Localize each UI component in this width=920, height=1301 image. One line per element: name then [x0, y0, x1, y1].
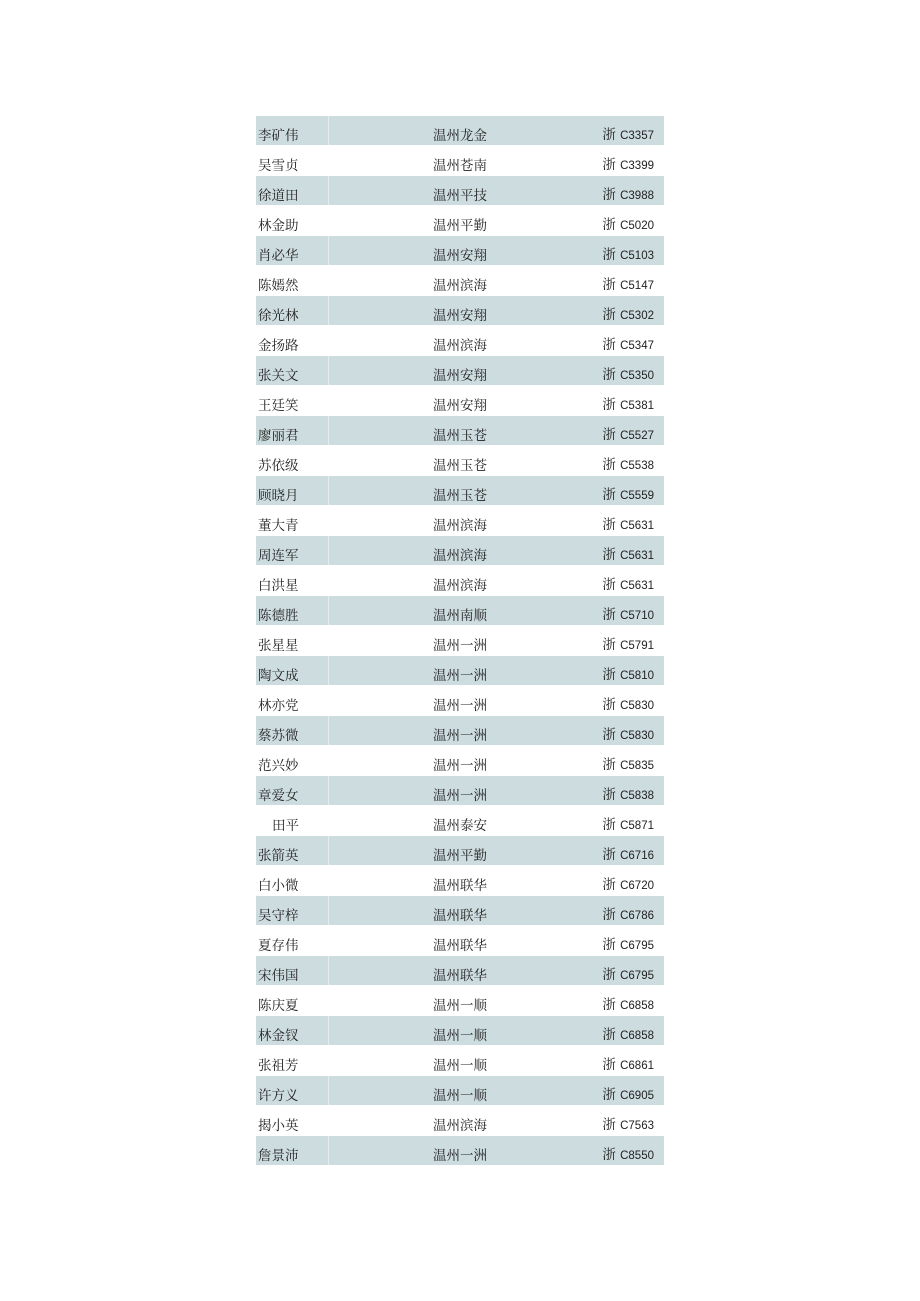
plate-number-cell	[602, 1057, 654, 1074]
plate-prefix: 浙	[602, 547, 616, 563]
company-city-cell: 温州玉苍	[433, 428, 487, 444]
plate-number: C5527	[620, 430, 654, 442]
plate-number-cell	[602, 217, 654, 234]
company-city-cell: 温州一洲	[433, 638, 487, 654]
table-row	[256, 626, 664, 656]
plate-number: C5020	[620, 220, 654, 232]
plate-number-cell	[602, 997, 654, 1014]
driver-name-cell: 吴守梓	[258, 908, 299, 924]
driver-name-cell: 许方义	[258, 1088, 299, 1104]
driver-name-cell: 张关文	[258, 368, 299, 384]
table-row	[256, 986, 664, 1016]
driver-name-cell: 林金助	[258, 218, 299, 234]
company-city-cell: 温州一洲	[433, 668, 487, 684]
company-city-cell: 温州安翔	[433, 308, 487, 324]
company-city-cell: 温州泰安	[433, 818, 487, 834]
company-city-cell: 温州一洲	[433, 1148, 487, 1164]
plate-number: C3357	[620, 130, 654, 142]
table-row	[256, 386, 664, 416]
plate-number-cell	[602, 307, 654, 324]
driver-name-cell: 周连军	[258, 548, 299, 564]
plate-prefix: 浙	[602, 787, 616, 803]
driver-name-cell: 白小微	[258, 878, 299, 894]
driver-name-cell: 章爱女	[258, 788, 299, 804]
plate-prefix: 浙	[602, 307, 616, 323]
driver-name-cell: 顾晓月	[258, 488, 299, 504]
driver-name-cell: 田平	[272, 818, 299, 834]
plate-number-cell	[602, 187, 654, 204]
driver-name-cell: 张星星	[258, 638, 299, 654]
plate-number: C6795	[620, 970, 654, 982]
plate-number: C5871	[620, 820, 654, 832]
plate-number-cell	[602, 397, 654, 414]
company-city-cell: 温州平勤	[433, 218, 487, 234]
plate-prefix: 浙	[602, 667, 616, 683]
company-city-cell: 温州平技	[433, 188, 487, 204]
driver-name-cell: 揭小英	[258, 1118, 299, 1134]
plate-prefix: 浙	[602, 247, 616, 263]
driver-name-cell: 林金钗	[258, 1028, 299, 1044]
plate-number: C5147	[620, 280, 654, 292]
company-city-cell: 温州平勤	[433, 848, 487, 864]
plate-prefix: 浙	[602, 637, 616, 653]
plate-prefix: 浙	[602, 697, 616, 713]
plate-prefix: 浙	[602, 607, 616, 623]
plate-prefix: 浙	[602, 487, 616, 503]
plate-number: C7563	[620, 1120, 654, 1132]
company-city-cell: 温州一顺	[433, 1028, 487, 1044]
plate-number: C3988	[620, 190, 654, 202]
plate-number-cell	[602, 787, 654, 804]
plate-prefix: 浙	[602, 1057, 616, 1073]
driver-name-cell: 吴雪贞	[258, 158, 299, 174]
company-city-cell: 温州一洲	[433, 728, 487, 744]
plate-prefix: 浙	[602, 157, 616, 173]
company-city-cell: 温州滨海	[433, 338, 487, 354]
plate-number-cell	[602, 1087, 654, 1104]
company-city-cell: 温州联华	[433, 938, 487, 954]
plate-number: C6795	[620, 940, 654, 952]
table-row	[256, 1106, 664, 1136]
table-row	[256, 416, 664, 446]
company-city-cell: 温州安翔	[433, 248, 487, 264]
plate-prefix: 浙	[602, 187, 616, 203]
plate-number: C5631	[620, 520, 654, 532]
company-city-cell: 温州安翔	[433, 398, 487, 414]
company-city-cell: 温州滨海	[433, 518, 487, 534]
company-city-cell: 温州安翔	[433, 368, 487, 384]
plate-number: C5830	[620, 700, 654, 712]
plate-number-cell	[602, 457, 654, 474]
table-row	[256, 266, 664, 296]
driver-name-cell: 张箭英	[258, 848, 299, 864]
plate-number: C5350	[620, 370, 654, 382]
table-row	[256, 356, 664, 386]
plate-number-cell	[602, 727, 654, 744]
plate-number: C5830	[620, 730, 654, 742]
plate-number: C5710	[620, 610, 654, 622]
table-row	[256, 566, 664, 596]
plate-number-cell	[602, 157, 654, 174]
plate-number: C3399	[620, 160, 654, 172]
plate-prefix: 浙	[602, 1147, 616, 1163]
driver-name-cell: 詹景沛	[258, 1148, 299, 1164]
table-row	[256, 206, 664, 236]
plate-number: C5631	[620, 580, 654, 592]
driver-name-cell: 陈庆夏	[258, 998, 299, 1014]
company-city-cell: 温州苍南	[433, 158, 487, 174]
plate-prefix: 浙	[602, 397, 616, 413]
table-row	[256, 926, 664, 956]
company-city-cell: 温州一洲	[433, 758, 487, 774]
plate-prefix: 浙	[602, 877, 616, 893]
plate-number: C6858	[620, 1030, 654, 1042]
plate-prefix: 浙	[602, 1027, 616, 1043]
plate-number-cell	[602, 757, 654, 774]
plate-number: C8550	[620, 1150, 654, 1162]
plate-number: C5347	[620, 340, 654, 352]
plate-number-cell	[602, 1027, 654, 1044]
company-city-cell: 温州滨海	[433, 548, 487, 564]
plate-prefix: 浙	[602, 967, 616, 983]
plate-number-cell	[602, 1117, 654, 1134]
plate-number: C6905	[620, 1090, 654, 1102]
driver-name-cell: 宋伟国	[258, 968, 299, 984]
table-row	[256, 1076, 664, 1106]
company-city-cell: 温州南顺	[433, 608, 487, 624]
plate-number-cell	[602, 517, 654, 534]
plate-prefix: 浙	[602, 217, 616, 233]
company-city-cell: 温州一顺	[433, 998, 487, 1014]
plate-number-cell	[602, 427, 654, 444]
driver-name-cell: 陈嫣然	[258, 278, 299, 294]
table-row	[256, 686, 664, 716]
table-row	[256, 896, 664, 926]
plate-prefix: 浙	[602, 727, 616, 743]
plate-number-cell	[602, 817, 654, 834]
plate-number: C5791	[620, 640, 654, 652]
driver-name-cell: 徐道田	[258, 188, 299, 204]
table-row	[256, 716, 664, 746]
plate-number-cell	[602, 877, 654, 894]
plate-number: C6720	[620, 880, 654, 892]
plate-prefix: 浙	[602, 277, 616, 293]
plate-prefix: 浙	[602, 847, 616, 863]
table-row	[256, 326, 664, 356]
driver-name-cell: 肖必华	[258, 248, 299, 264]
plate-number: C5838	[620, 790, 654, 802]
driver-name-cell: 王廷笑	[258, 398, 299, 414]
driver-name-cell: 陶文成	[258, 668, 299, 684]
table-row	[256, 446, 664, 476]
company-city-cell: 温州龙金	[433, 128, 487, 144]
company-city-cell: 温州滨海	[433, 278, 487, 294]
table-row	[256, 476, 664, 506]
driver-name-cell: 张祖芳	[258, 1058, 299, 1074]
plate-number-cell	[602, 637, 654, 654]
plate-number-cell	[602, 247, 654, 264]
company-city-cell: 温州玉苍	[433, 458, 487, 474]
company-city-cell: 温州一顺	[433, 1058, 487, 1074]
driver-name-cell: 李矿伟	[258, 128, 299, 144]
plate-prefix: 浙	[602, 937, 616, 953]
plate-number-cell	[602, 337, 654, 354]
driver-name-cell: 董大青	[258, 518, 299, 534]
plate-number-cell	[602, 1147, 654, 1164]
plate-prefix: 浙	[602, 1117, 616, 1133]
table-row	[256, 506, 664, 536]
driver-name-cell: 范兴妙	[258, 758, 299, 774]
plate-number-cell	[602, 487, 654, 504]
table-row	[256, 1136, 664, 1166]
company-city-cell: 温州滨海	[433, 1118, 487, 1134]
plate-number: C5559	[620, 490, 654, 502]
company-city-cell: 温州联华	[433, 968, 487, 984]
plate-prefix: 浙	[602, 517, 616, 533]
plate-number-cell	[602, 577, 654, 594]
company-city-cell: 温州一顺	[433, 1088, 487, 1104]
table-row	[256, 116, 664, 146]
plate-prefix: 浙	[602, 127, 616, 143]
plate-number-cell	[602, 277, 654, 294]
table-row	[256, 176, 664, 206]
table-row	[256, 1016, 664, 1046]
registry-table	[256, 116, 664, 1166]
plate-number-cell	[602, 907, 654, 924]
plate-prefix: 浙	[602, 817, 616, 833]
plate-prefix: 浙	[602, 1087, 616, 1103]
driver-name-cell: 林亦党	[258, 698, 299, 714]
driver-name-cell: 金扬路	[258, 338, 299, 354]
plate-number-cell	[602, 547, 654, 564]
company-city-cell: 温州联华	[433, 908, 487, 924]
plate-number: C6786	[620, 910, 654, 922]
table-row	[256, 656, 664, 686]
plate-number: C5381	[620, 400, 654, 412]
driver-name-cell: 蔡苏微	[258, 728, 299, 744]
table-row	[256, 146, 664, 176]
plate-prefix: 浙	[602, 757, 616, 773]
table-row	[256, 746, 664, 776]
plate-prefix: 浙	[602, 457, 616, 473]
plate-number: C5835	[620, 760, 654, 772]
table-row	[256, 776, 664, 806]
plate-number-cell	[602, 607, 654, 624]
plate-prefix: 浙	[602, 997, 616, 1013]
plate-number-cell	[602, 967, 654, 984]
table-row	[256, 836, 664, 866]
driver-name-cell: 夏存伟	[258, 938, 299, 954]
company-city-cell: 温州一洲	[433, 788, 487, 804]
driver-name-cell: 廖丽君	[258, 428, 299, 444]
table-row	[256, 296, 664, 326]
plate-number: C6716	[620, 850, 654, 862]
table-row	[256, 1046, 664, 1076]
plate-number-cell	[602, 937, 654, 954]
plate-prefix: 浙	[602, 577, 616, 593]
table-row	[256, 956, 664, 986]
plate-number: C6858	[620, 1000, 654, 1012]
plate-number: C5103	[620, 250, 654, 262]
plate-number-cell	[602, 667, 654, 684]
plate-number-cell	[602, 697, 654, 714]
plate-number: C5302	[620, 310, 654, 322]
plate-prefix: 浙	[602, 427, 616, 443]
driver-name-cell: 陈德胜	[258, 608, 299, 624]
driver-name-cell: 苏依级	[258, 458, 299, 474]
plate-number: C5538	[620, 460, 654, 472]
table-row	[256, 536, 664, 566]
plate-number-cell	[602, 127, 654, 144]
company-city-cell: 温州联华	[433, 878, 487, 894]
driver-name-cell: 徐光林	[258, 308, 299, 324]
table-row	[256, 236, 664, 266]
company-city-cell: 温州玉苍	[433, 488, 487, 504]
plate-prefix: 浙	[602, 907, 616, 923]
company-city-cell: 温州一洲	[433, 698, 487, 714]
plate-number: C5810	[620, 670, 654, 682]
plate-number: C5631	[620, 550, 654, 562]
plate-prefix: 浙	[602, 337, 616, 353]
plate-number: C6861	[620, 1060, 654, 1072]
plate-number-cell	[602, 367, 654, 384]
table-row	[256, 866, 664, 896]
table-row	[256, 596, 664, 626]
table-row	[256, 806, 664, 836]
company-city-cell: 温州滨海	[433, 578, 487, 594]
plate-prefix: 浙	[602, 367, 616, 383]
plate-number-cell	[602, 847, 654, 864]
driver-name-cell: 白洪星	[258, 578, 299, 594]
